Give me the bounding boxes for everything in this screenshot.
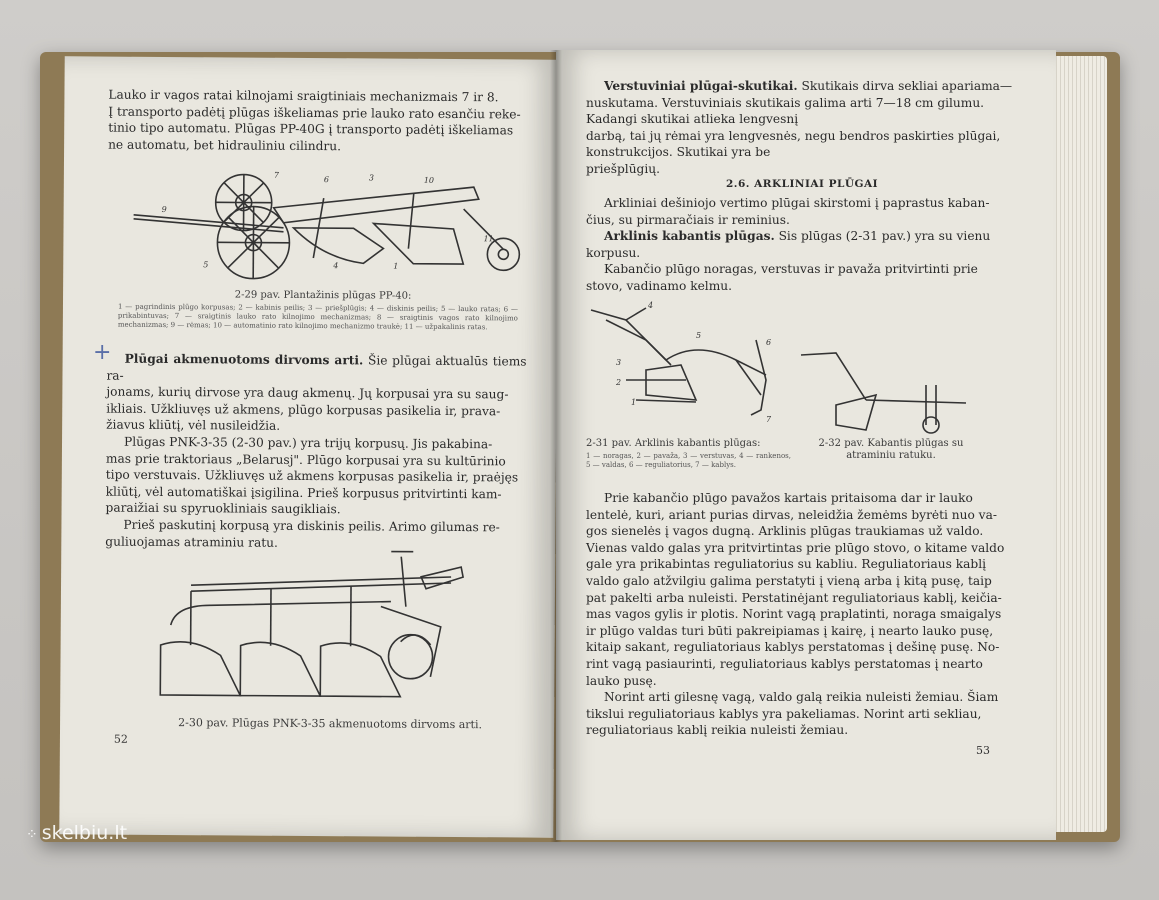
- text-line: ne automatu, bet hidrauliniu cilindru.: [108, 137, 342, 153]
- text-line: kliūtį, vėl automatiškai įsigilina. Prieš korpusus pritvirtinti kam-: [105, 484, 502, 502]
- section-heading: 2.6. ARKLINIAI PLŪGAI: [726, 178, 879, 190]
- fig29-label: 11: [483, 234, 494, 244]
- text-line: pat pakelti arba nuleisti. Perstatinėjant reguliatoriaus kablį, keičia-: [586, 590, 1002, 605]
- fig29-legend: 1 — pagrindinis plūgo korpusas; 2 — kabinis peilis; 3 — priešplūgis; 4 — diskinis peilis; 5 — lauko ratas; 6 — prikabintuvas; 7 — sraigtinis lauko rato kilnojimo mechanizmas; 8 — sraigtinis vagos rato kilnojimo mechanizmas; 9 — rėmas; 10 — automatinio rato kilnojimo mechanizmo traukė; 11 — užpakalinis ratas.: [117, 302, 518, 332]
- left-top-text: [108, 87, 528, 156]
- fig31-label: 3: [616, 358, 622, 367]
- fig29-label: 5: [203, 260, 209, 270]
- text-line: rint vagą pasiaurinti, reguliatoriaus kablys perstatomas į nearto: [586, 656, 983, 671]
- fig31-label: 5: [696, 331, 702, 340]
- fig29-label: 6: [323, 175, 329, 185]
- figure-2-30-pnk-plow-illustration: [150, 545, 471, 707]
- text-line: Vienas valdo galas yra pritvirtintas prie plūgo stovo, o kitame valdo: [586, 540, 1005, 555]
- text-line: Kadangi skutikai atlieka lengvesnį: [586, 112, 799, 127]
- text-line: stovo, vadinamo kelmu.: [586, 278, 732, 293]
- text-line: korpusu.: [586, 245, 641, 260]
- text-line: reguliatoriaus kablį reikia nuleisti žemiau.: [586, 723, 849, 738]
- watermark: [26, 822, 127, 844]
- right-paragraph-skimmers: [586, 78, 1016, 178]
- text-line: čius, su pirmaračiais ir reminius.: [586, 212, 790, 227]
- text-line: konstrukcijos. Skutikai yra be: [586, 145, 771, 160]
- text-line: priešplūgių.: [586, 161, 660, 176]
- text-line: lauko pusę.: [586, 673, 657, 688]
- fig31-legend: 1 — noragas, 2 — pavaža, 3 — verstuvas, 4 — rankenos, 5 — valdas, 6 — reguliatorius, 7 — kablys.: [586, 452, 791, 469]
- fig31-label: 4: [648, 301, 654, 310]
- text-line: gale yra prikabintas reguliatorius su kabliu. Reguliatoriaus kablį: [586, 557, 986, 572]
- fig31-label: 2: [616, 378, 622, 387]
- figure-2-29-plow-illustration: [123, 167, 524, 290]
- text-line: ir plūgo valdas turi būti pakreipiamas į kairę, į nearto lauko pusę,: [586, 623, 994, 638]
- para-title: Verstuviniai plūgai-skutikai.: [604, 79, 798, 93]
- fig29-label: 7: [273, 170, 280, 180]
- text-line: Arkliniai dešiniojo vertimo plūgai skirstomi į paprastus kaban-: [604, 196, 990, 210]
- para-title: Plūgai akmenuotoms dirvoms arti.: [124, 351, 364, 368]
- fig31-label: 7: [766, 415, 772, 424]
- para-title: Arklinis kabantis plūgas.: [604, 229, 775, 244]
- text-line: Sis plūgas (2-31 pav.) yra su vienu: [778, 229, 991, 244]
- right-page: [556, 50, 1056, 840]
- fig29-label: 4: [333, 261, 339, 271]
- figure-2-32-plow-with-wheel-illustration: [796, 345, 976, 445]
- fig31-label: 1: [631, 398, 637, 407]
- text-line: Į transporto padėtį plūgas iškeliamas prie lauko rato esančiu reke-: [108, 104, 521, 122]
- text-line: tinio tipo automatu. Plūgas PP-40G į transporto padėtį iškeliamas: [108, 120, 514, 138]
- right-page-number: 53: [976, 744, 990, 757]
- left-page: [59, 56, 558, 837]
- pencil-mark: +: [93, 340, 112, 365]
- text-line: mas vagos gylis ir plotis. Norint vagą praplatinti, noraga smaigalys: [586, 607, 1002, 622]
- fig29-label: 1: [393, 261, 399, 271]
- left-page-number: 52: [113, 732, 129, 746]
- text-line: žiavus kliūtį, vėl nusileidžia.: [106, 417, 281, 434]
- figure-2-31-horse-plow-illustration: [586, 300, 786, 430]
- text-line: Plūgas PNK-3-35 (2-30 pav.) yra trijų korpusų. Jis pakabina-: [123, 434, 493, 452]
- text-line: Prieš paskutinį korpusą yra diskinis peilis. Arimo gilumas re-: [123, 517, 500, 535]
- text-line: valdo galo atžvilgiu galima perstatyti į vieną arba į kitą pusę, taip: [586, 573, 992, 588]
- text-line: Norint arti gilesnę vagą, valdo galą reikia nuleisti žemiau. Šiam: [604, 690, 999, 705]
- text-line: Skutikais dirva sekliai apariama—: [801, 79, 1013, 93]
- text-line: lentelė, kuri, ariant purias dirvas, neleidžia žemėms byrėti nuo va-: [586, 507, 997, 522]
- text-line: kitaip sakant, reguliatoriaus kablys perstatomas į dešinę pusę. No-: [586, 640, 1000, 655]
- fig31-label: 6: [766, 338, 772, 347]
- book-gutter-shadow: [550, 50, 562, 842]
- text-line: tikslui reguliatoriaus kablys yra pakeliamas. Norint arti sekliau,: [586, 706, 982, 721]
- watermark-dots-icon: ⁘: [26, 827, 38, 843]
- watermark-text: skelbiu.lt: [41, 822, 128, 844]
- fig32-caption: 2-32 pav. Kabantis plūgas su atraminiu ratuku.: [818, 438, 964, 461]
- text-line: ikliais. Užkliuvęs už akmens, plūgo korpusas pasikelia ir, prava-: [106, 401, 501, 419]
- text-line: gos sienelės į vagos dugną. Arklinis plūgas traukiamas už valdo.: [586, 524, 984, 539]
- text-line: jonams, kurių dirvose yra daug akmenų. Jų korpusai yra su saug-: [106, 384, 509, 402]
- text-line: nuskutama. Verstuviniais skutikais galima arti 7—18 cm gilumu.: [586, 95, 985, 110]
- text-line: Šie plūgai aktualūs tiems ra-: [106, 353, 527, 383]
- fig29-label: 9: [161, 204, 167, 215]
- text-line: Lauko ir vagos ratai kilnojami sraigtiniais mechanizmais 7 ir 8.: [108, 87, 499, 105]
- text-line: Prie kabančio plūgo pavažos kartais pritaisoma dar ir lauko: [604, 491, 973, 505]
- fig29-label: 10: [423, 175, 435, 185]
- right-paragraph-regulator: [586, 490, 1016, 739]
- text-line: mas prie traktoriaus „Belarusj". Plūgo korpusai yra su kultūrinio: [105, 451, 506, 468]
- fig29-label: 3: [368, 173, 375, 183]
- text-line: Kabančio plūgo noragas, verstuvas ir pavaža pritvirtinti prie: [604, 262, 978, 277]
- right-paragraph-horse-plows: [586, 195, 1016, 295]
- fig29-caption: 2-29 pav. Plantažinis plūgas PP-40:: [234, 289, 412, 302]
- text-line: paraižiai su spyruokliniais saugikliais.: [105, 500, 341, 517]
- fig31-caption: 2-31 pav. Arklinis kabantis plūgas:: [586, 438, 761, 449]
- fig30-caption: 2-30 pav. Plūgas PNK-3-35 akmenuotoms dirvoms arti.: [178, 716, 483, 732]
- text-line: tipo verstuvais. Užkliuvęs už akmens korpusas pasikelia ir, praėjęs: [105, 467, 519, 485]
- text-line: guliuojamas atraminiu ratu.: [105, 534, 278, 550]
- text-line: darbą, tai jų rėmai yra lengvesnės, negu bendros paskirties plūgai,: [586, 128, 1001, 143]
- left-paragraph-stony-soil: [105, 351, 526, 553]
